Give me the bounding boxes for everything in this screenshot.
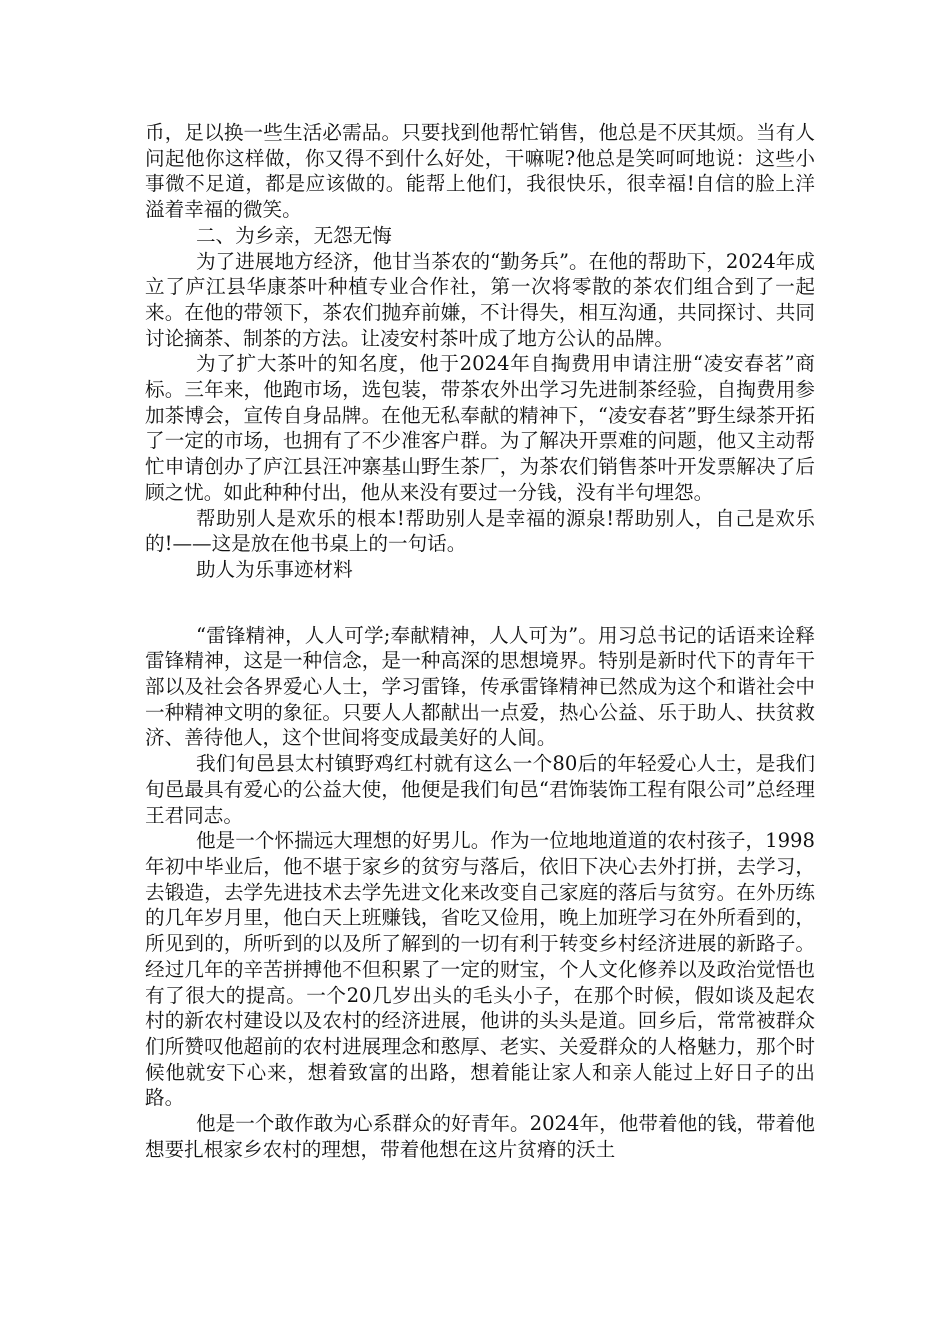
paragraph: “雷锋精神，人人可学;奉献精神，人人可为”。用习总书记的话语来诠释雷锋精神，这是一种信念，是一种高深的思想境界。特别是新时代下的青年干部以及社会各界爱心人士，学习雷锋，传承雷锋精神已然成为这个和谐社会中一种精神文明的象征。只要人人都献出一点爱，热心公益、乐于助人、扶贫救济、善待他人，这个世间将变成最美好的人间。 [145, 623, 815, 750]
document-page [145, 120, 815, 1162]
document-subtitle: 助人为乐事迹材料 [195, 557, 353, 581]
paragraph: 为了进展地方经济，他甘当茶农的“勤务兵”。在他的帮助下，2024年成立了庐江县华康茶叶种植专业合作社，第一次将零散的茶农们组合到了一起来。在他的带领下，茶农们抛弃前嫌，不计得失，相互沟通，共同探讨、共同讨论摘茶、制茶的方法。让凌安村茶叶成了地方公认的品牌。 [145, 249, 815, 350]
section-heading: 二、为乡亲，无怨无悔 [195, 223, 392, 247]
paragraph: 他是一个怀揣远大理想的好男儿。作为一位地地道道的农村孩子，1998年初中毕业后，他不堪于家乡的贫穷与落后，依旧下决心去外打拼，去学习，去锻造，去学先进技术去学先进文化来改变自己家庭的落后与贫穷。在外历练的几年岁月里，他白天上班赚钱，省吃又俭用，晚上加班学习在外所看到的，所见到的，所听到的以及所了解到的一切有利于转变乡村经济进展的新路子。经过几年的辛苦拼搏他不但积累了一定的财宝，个人文化修养以及政治觉悟也有了很大的提高。一个20几岁出头的毛头小子，在那个时候，假如谈及起农村的新农村建设以及农村的经济进展，他讲的头头是道。回乡后，常常被群众们所赞叹他超前的农村进展理念和憨厚、老实、关爱群众的人格魅力，那个时候他就安下心来，想着致富的出路，想着能让家人和亲人能过上好日子的出路。 [145, 829, 815, 1110]
blank-line [145, 583, 815, 623]
paragraph: 他是一个敢作敢为心系群众的好青年。2024年，他带着他的钱，带着他想要扎根家乡农村的理想，带着他想在这片贫瘠的沃土 [145, 1112, 815, 1161]
paragraph: 为了扩大茶叶的知名度，他于2024年自掏费用申请注册“凌安春茗”商标。三年来，他跑市场，选包装，带茶农外出学习先进制茶经验，自掏费用参加茶博会，宣传自身品牌。在他无私奉献的精神下，“凌安春茗”野生绿茶开拓了一定的市场，也拥有了不少准客户群。为了解决开票难的问题，他又主动帮忙申请创办了庐江县汪冲寨基山野生茶厂，为茶农们销售茶叶开发票解决了后顾之忧。如此种种付出，他从来没有要过一分钱，没有半句埋怨。 [145, 352, 815, 504]
paragraph: 我们旬邑县太村镇野鸡红村就有这么一个80后的年轻爱心人士，是我们旬邑最具有爱心的公益大使，他便是我们旬邑“君饰装饰工程有限公司”总经理王君同志。 [145, 752, 815, 827]
paragraph-continuation: 币，足以换一些生活必需品。只要找到他帮忙销售，他总是不厌其烦。当有人问起他你这样做，你又得不到什么好处，干嘛呢?他总是笑呵呵地说：这些小事微不足道，都是应该做的。能帮上他们，我很快乐，很幸福!自信的脸上洋溢着幸福的微笑。 [145, 121, 815, 222]
paragraph: 帮助别人是欢乐的根本!帮助别人是幸福的源泉!帮助别人，自己是欢乐的!——这是放在他书桌上的一句话。 [145, 506, 815, 556]
